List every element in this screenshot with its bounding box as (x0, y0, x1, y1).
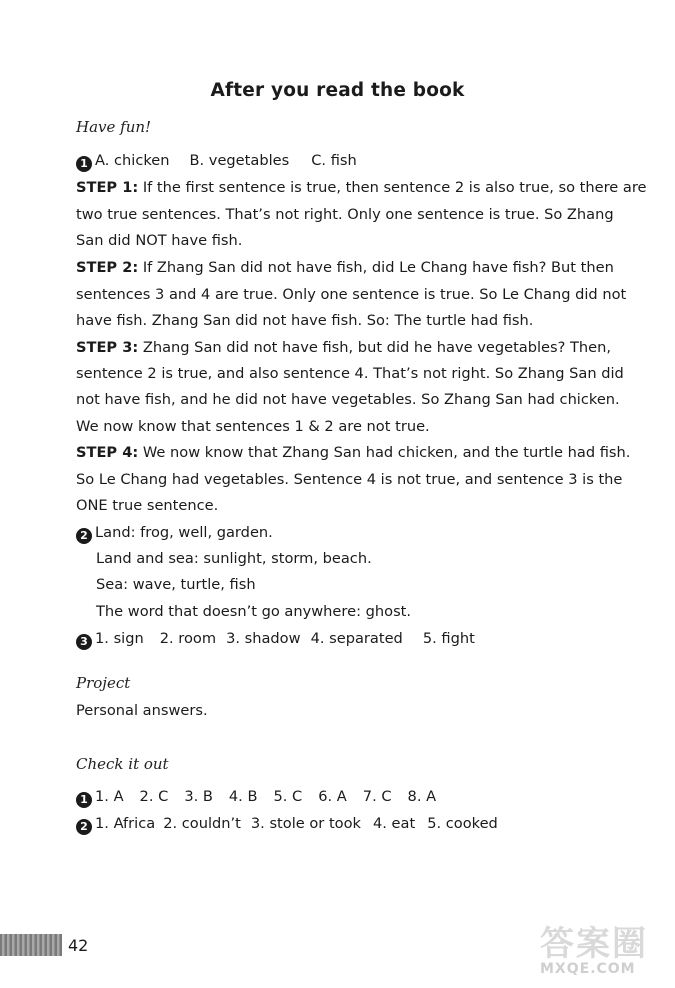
step-4-line-3: ONE true sentence. (76, 497, 219, 514)
step-label: STEP 3: (76, 339, 139, 356)
q2-text: Land: frog, well, garden. (95, 524, 273, 541)
answer-item: 6. A (318, 788, 347, 805)
page-title: After you read the book (210, 80, 465, 101)
page-number: 42 (68, 936, 89, 955)
number-2-badge: 2 (76, 528, 92, 544)
project-heading: Project (76, 674, 131, 692)
q3-item: 3. shadow (226, 630, 301, 647)
number-3-badge: 3 (76, 634, 92, 650)
step-label: STEP 2: (76, 259, 139, 276)
step-3-line-4: We now know that sentences 1 & 2 are not true. (76, 418, 430, 435)
answer-item: 1. Africa (95, 815, 156, 832)
watermark-bottom: MXQE.COM (540, 961, 636, 977)
step-1-line-2: two true sentences. That’s not right. Only one sentence is true. So Zhang (76, 206, 614, 223)
step-3-line-1 (76, 338, 611, 358)
number-1-badge: 1 (76, 156, 92, 172)
answer-item: 3. stole or took (250, 815, 361, 832)
step-text: If Zhang San did not have fish, did Le Chang have fish? But then (138, 259, 614, 276)
step-2-line-1 (76, 258, 614, 278)
option-b: B. vegetables (189, 152, 290, 169)
step-text: We now know that Zhang San had chicken, and the turtle had fish. (138, 444, 631, 461)
answer-item: 8. A (407, 788, 437, 805)
option-c: C. fish (311, 152, 357, 169)
q3-answers (76, 629, 475, 650)
q3-item: 4. separated (310, 630, 403, 647)
step-1-line-1 (76, 178, 647, 198)
have-fun-heading: Have fun! (76, 118, 152, 136)
option-a: A. chicken (95, 152, 170, 169)
answer-item: 1. A (95, 788, 124, 805)
step-2-line-3: have fish. Zhang San did not have fish. So: The turtle had fish. (76, 312, 534, 329)
step-label: STEP 4: (76, 444, 139, 461)
step-label: STEP 1: (76, 179, 139, 196)
project-text: Personal answers. (76, 702, 208, 719)
page-number-bar (0, 934, 62, 956)
check-q1-answers (76, 787, 436, 808)
step-text: If the first sentence is true, then sentence 2 is also true, so there are (138, 179, 647, 196)
check-q2-answers (76, 814, 498, 835)
answer-item: 5. cooked (427, 815, 498, 832)
answer-item: 7. C (362, 788, 392, 805)
step-4-line-1 (76, 443, 630, 463)
q2-line-3: Sea: wave, turtle, fish (96, 576, 256, 593)
q1-options (76, 151, 357, 172)
step-text: Zhang San did not have fish, but did he have vegetables? Then, (138, 339, 612, 356)
watermark-logo (540, 916, 670, 986)
step-2-line-2: sentences 3 and 4 are true. Only one sentence is true. So Le Chang did not (76, 286, 627, 303)
answer-item: 4. eat (372, 815, 416, 832)
number-1-badge: 1 (76, 792, 92, 808)
q3-item: 5. fight (422, 630, 475, 647)
q3-item: 2. room (159, 630, 217, 647)
q3-item: 1. sign (95, 630, 144, 647)
step-3-line-3: not have fish, and he did not have vegetables. So Zhang San had chicken. (76, 391, 620, 408)
answer-item: 4. B (228, 788, 258, 805)
answer-item: 5. C (273, 788, 303, 805)
q2-line-1 (76, 523, 273, 544)
step-1-line-3: San did NOT have fish. (76, 232, 243, 249)
answer-item: 2. C (139, 788, 169, 805)
step-4-line-2: So Le Chang had vegetables. Sentence 4 is not true, and sentence 3 is the (76, 471, 623, 488)
number-2-badge: 2 (76, 819, 92, 835)
answer-item: 2. couldn’t (163, 815, 241, 832)
q2-line-4: The word that doesn’t go anywhere: ghost. (96, 603, 412, 620)
q2-line-2: Land and sea: sunlight, storm, beach. (96, 550, 372, 567)
answer-item: 3. B (184, 788, 213, 805)
watermark-top: 答案圈 (540, 924, 648, 964)
check-it-out-heading: Check it out (76, 755, 169, 773)
step-3-line-2: sentence 2 is true, and also sentence 4. That’s not right. So Zhang San did (76, 365, 624, 382)
